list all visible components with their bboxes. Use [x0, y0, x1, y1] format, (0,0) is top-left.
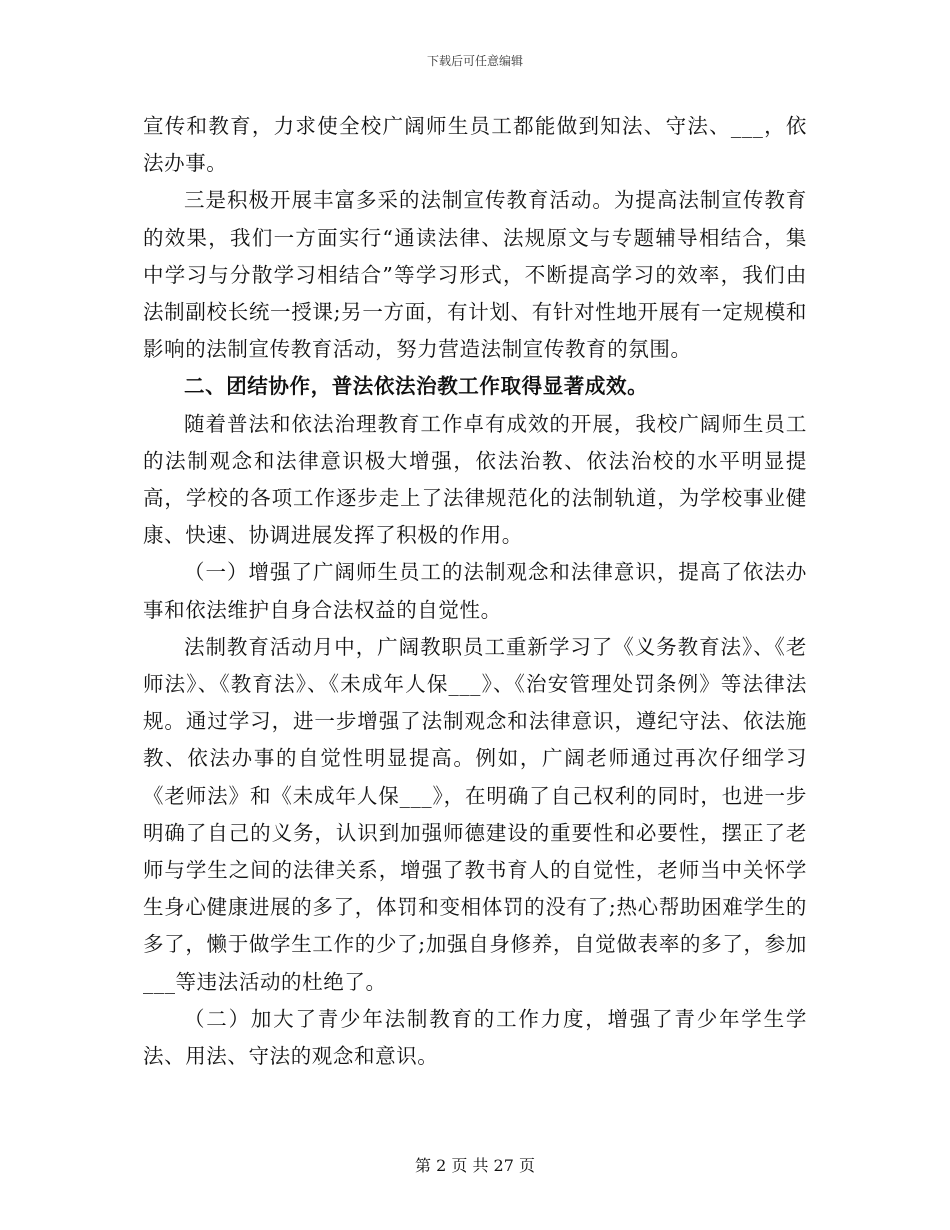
document-body: [143, 108, 807, 1075]
paragraph-study-details: 法制教育活动月中，广阔教职员工重新学习了《义务教育法》、《老师法》、《教育法》、《未成年人保___》、《治安管理处罚条例》等法律法规。通过学习，进一步增强了法制观念和法律意识，遵纪守法、依法施教、依法办事的自觉性明显提高。例如，广阔老师通过再次仔细学习《老师法》和《未成年人保___》，在明确了自己权利的同时，也进一步明确了自己的义务，认识到加强师德建设的重要性和必要性，摆正了老师与学生之间的法律关系，增强了教书育人的自觉性，老师当中关怀学生身心健康进展的多了，体罚和变相体罚的没有了;热心帮助困难学生的多了，懒于做学生工作的少了;加强自身修养，自觉做表率的多了，参加___等违法活动的杜绝了。: [143, 634, 807, 994]
subheading-2: （二）加大了青少年法制教育的工作力度，增强了青少年学生学法、用法、守法的观念和意识。: [143, 1006, 807, 1069]
paragraph-results: 随着普法和依法治理教育工作卓有成效的开展，我校广阔师生员工的法制观念和法律意识极大增强，依法治教、依法治校的水平明显提高，学校的各项工作逐步走上了法律规范化的法制轨道，为学校事业健康、快速、协调进展发挥了积极的作用。: [143, 411, 807, 548]
subheading-1: （一）增强了广阔师生员工的法制观念和法律意识，提高了依法办事和依法维护自身合法权益的自觉性。: [143, 560, 807, 622]
page-number: 第 2 页 共 27 页: [415, 1156, 535, 1175]
page-header: 下载后可任意编辑: [426, 54, 523, 68]
section-heading: 二、团结协作，普法依法治教工作取得显著成效。: [184, 374, 649, 399]
paragraph-activities: 三是积极开展丰富多采的法制宣传教育活动。为提高法制宣传教育的效果，我们一方面实行“通读法律、法规原文与专题辅导相结合，集中学习与分散学习相结合”等学习形式，不断提高学习的效率，我们由法制副校长统一授课;另一方面，有计划、有针对性地开展有一定规模和影响的法制宣传教育活动，努力营造法制宣传教育的氛围。: [143, 188, 807, 362]
paragraph-continuation: 宣传和教育，力求使全校广阔师生员工都能做到知法、守法、___，依法办事。: [143, 114, 807, 176]
